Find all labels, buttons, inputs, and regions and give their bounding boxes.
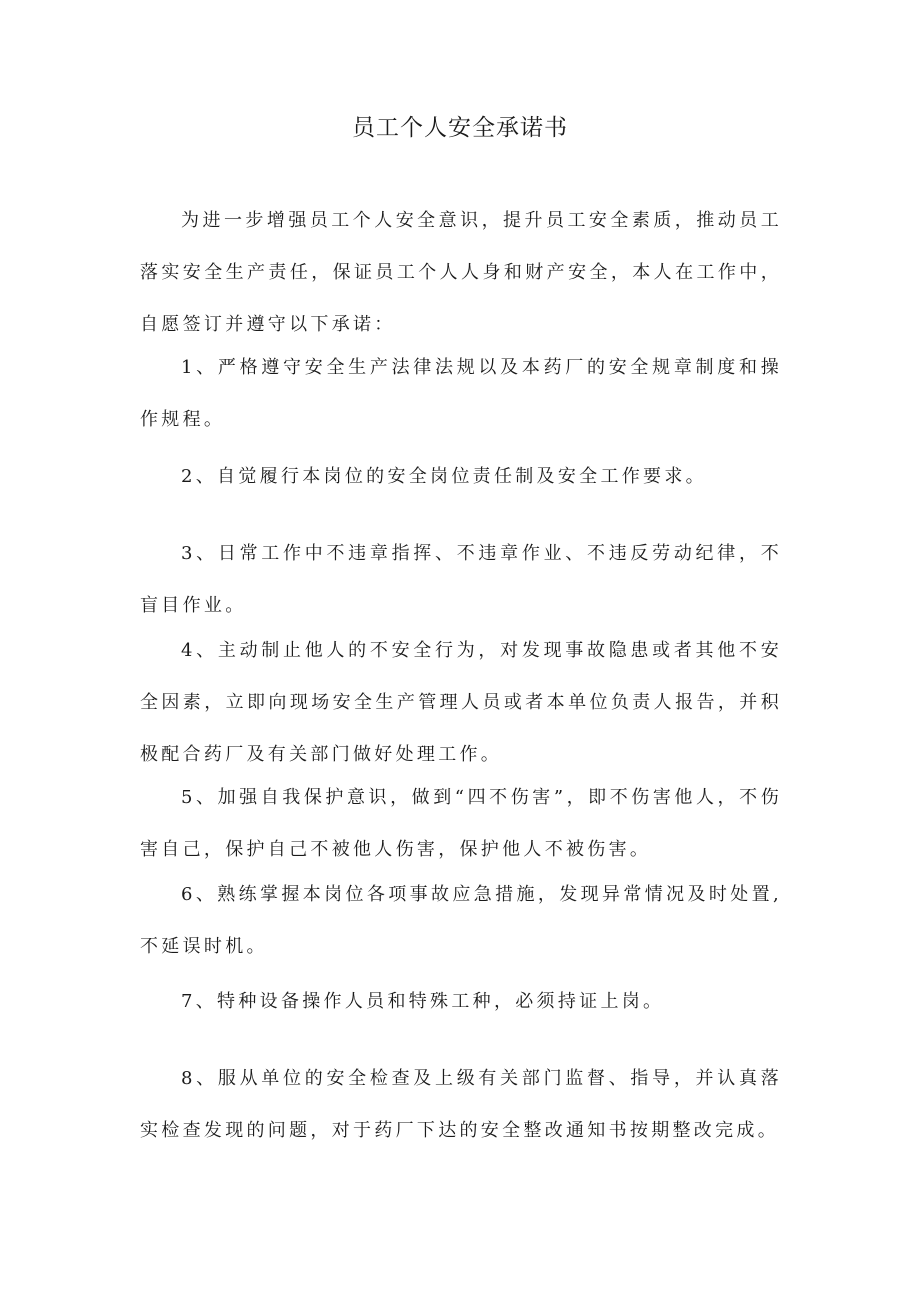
commitment-item-5: 5、加强自我保护意识，做到“四不伤害”，即不伤害他人，不伤害自己，保护自己不被他人伤害，保护他人不被伤害。 — [140, 787, 782, 860]
commitment-item-6: 6、熟练掌握本岗位各项事故应急措施，发现异常情况及时处置,不延误时机。 — [140, 884, 782, 957]
commitment-item-4: 4、主动制止他人的不安全行为，对发现事故隐患或者其他不安全因素，立即向现场安全生产管理人员或者本单位负责人报告，并积极配合药厂及有关部门做好处理工作。 — [140, 640, 782, 765]
commitment-item-8: 8、服从单位的安全检查及上级有关部门监督、指导，并认真落实检查发现的问题，对于药厂下达的安全整改通知书按期整改完成。 — [140, 1068, 782, 1141]
commitment-item-7: 7、特种设备操作人员和特殊工种，必须持证上岗。 — [181, 991, 665, 1012]
commitment-item-1: 1、严格遵守安全生产法律法规以及本药厂的安全规章制度和操作规程。 — [140, 357, 782, 430]
commitment-item-3: 3、日常工作中不违章指挥、不违章作业、不违反劳动纪律，不盲目作业。 — [140, 543, 782, 616]
commitment-item-2: 2、自觉履行本岗位的安全岗位责任制及安全工作要求。 — [181, 466, 707, 487]
intro-paragraph: 为进一步增强员工个人安全意识，提升员工安全素质，推动员工落实安全生产责任，保证员工个人人身和财产安全，本人在工作中，自愿签订并遵守以下承诺： — [140, 210, 782, 335]
document-title: 员工个人安全承诺书 — [352, 115, 568, 141]
